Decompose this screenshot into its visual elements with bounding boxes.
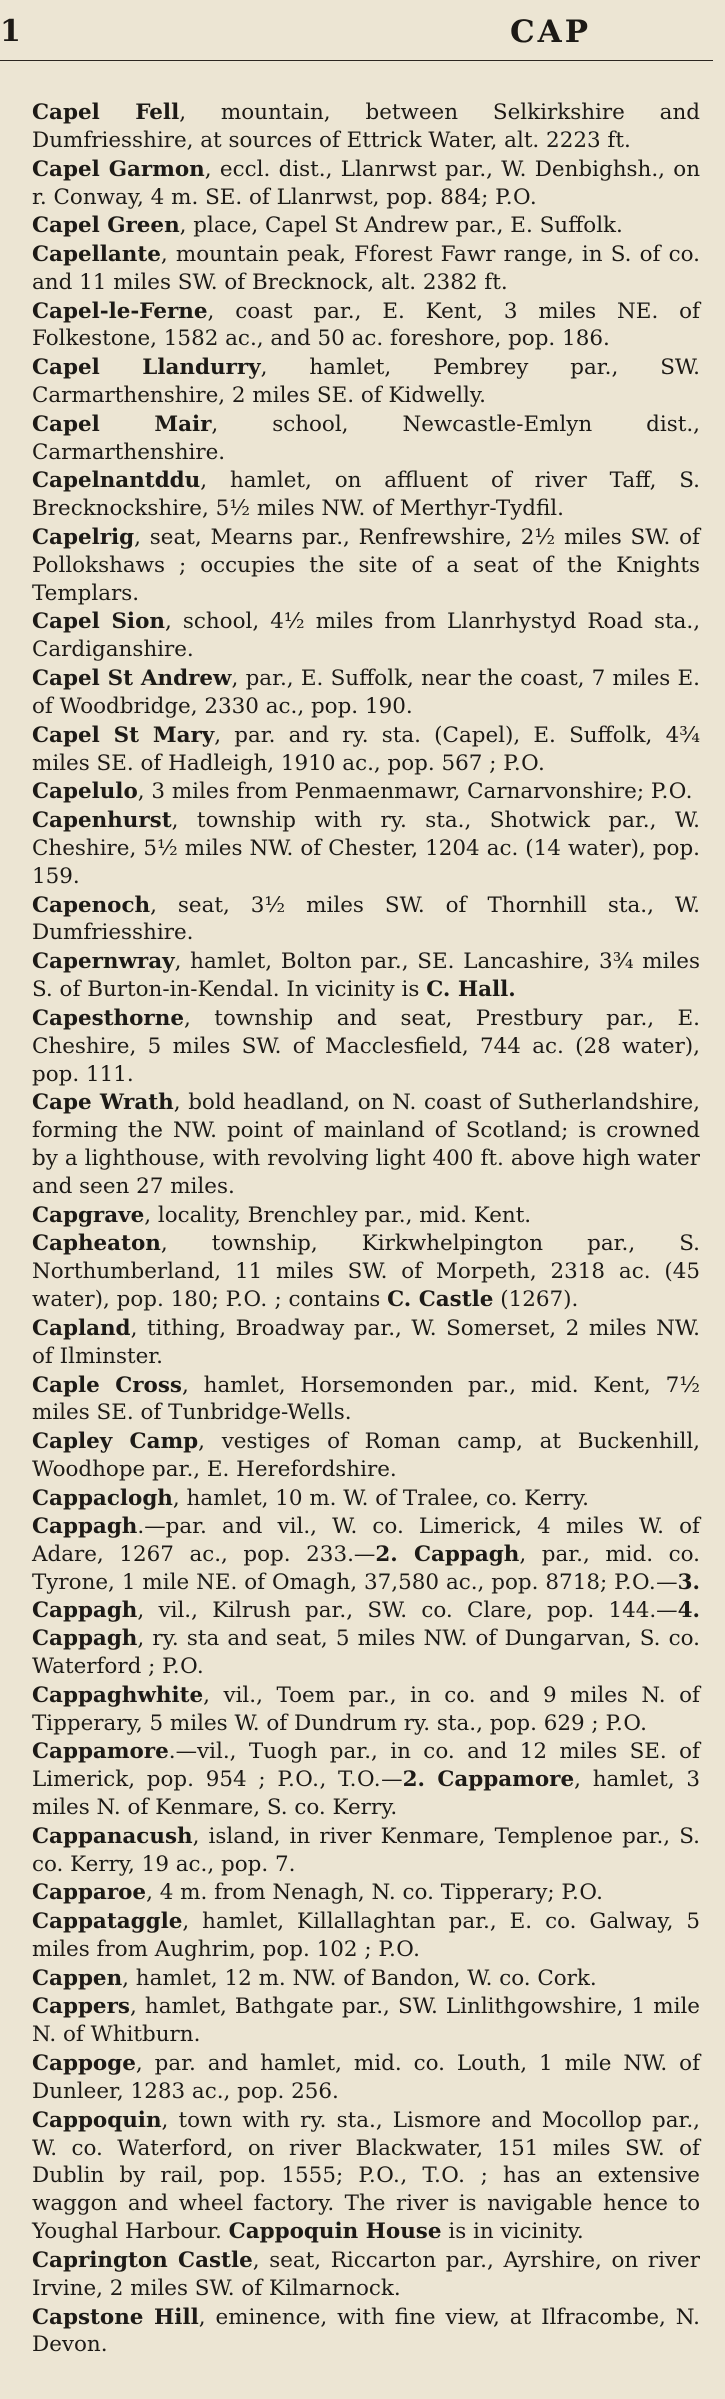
entry-text: .—par. and vil., W. co. Limerick, 4 miles W. of Adare, 1267 ac., pop. 233.—	[32, 1514, 700, 1568]
entry-abbreviation: T.O.	[338, 1767, 382, 1793]
entry-headword: Cappagh	[32, 1514, 138, 1540]
entry-abbreviation: P.O.	[277, 1767, 320, 1793]
entry-text: , hamlet, Bathgate par., SW. Linlithgowshire, 1 mile N. of Whitburn.	[32, 1994, 700, 2048]
entry-text: , coast par., E. Kent, 3 miles NE. of Folkestone, 1582 ac., and 50 ac. foreshore, pop. 186.	[32, 298, 700, 352]
entry-text: , par., E. Suffolk, near the coast, 7 miles E. of Woodbridge, 2330 ac., pop. 190.	[32, 666, 700, 719]
gazetteer-entry	[32, 467, 700, 523]
entry-abbreviation: P.O.	[503, 750, 546, 776]
entry-text: , vil., Kilrush par., SW. co. Clare, pop. 144.—	[137, 1598, 678, 1624]
entry-headword: Capenoch	[32, 892, 151, 918]
entry-abbreviation: P.O.	[358, 2163, 401, 2189]
entry-text: , vil., Toem par., in co. and 9 miles N. of Tipperary, 5 miles W. of Dundrum ry. sta., pop. 629 ;	[32, 1682, 700, 1736]
entry-headword: Capel St Andrew	[32, 666, 232, 692]
entry-headword: Cappoge	[32, 2051, 136, 2077]
gazetteer-entry	[32, 1823, 700, 1879]
gazetteer-entry	[32, 1738, 700, 1822]
entry-headword: Cappamore	[32, 1739, 169, 1765]
entry-cross-reference: C. Hall.	[426, 977, 516, 1003]
entry-cross-reference: 3. Cappagh	[32, 1570, 700, 1624]
entry-headword: Capelnantddu	[32, 468, 201, 494]
gazetteer-entry	[32, 807, 700, 891]
entry-headword: Cappanacush	[32, 1823, 193, 1849]
entry-text: ; contains	[267, 1287, 388, 1313]
entry-headword: Capland	[32, 1315, 131, 1341]
gazetteer-entry	[32, 1682, 700, 1738]
entry-headword: Capenhurst	[32, 808, 172, 834]
entry-abbreviation: P.O.	[162, 1653, 205, 1679]
entry-text: , mountain peak, Fforest Fawr range, in S. of co. and 11 miles SW. of Brecknock, alt. 2382 ft.	[32, 241, 700, 295]
entry-headword: Capstone Hill	[32, 2304, 199, 2330]
entry-cross-reference: C. Castle	[387, 1287, 494, 1313]
gazetteer-entry	[32, 1513, 700, 1680]
entry-text: , eminence, with fine view, at Ilfracombe, N. Devon.	[32, 2304, 700, 2358]
page-header	[0, 0, 713, 61]
entry-text: , mountain, between Selkirkshire and Dumfriesshire, at sources of Ettrick Water, alt. 2223 ft.	[32, 100, 700, 153]
entry-text: , 3 miles from Penmaenmawr, Carnarvonshire;	[137, 779, 651, 805]
entry-headword: Capelrig	[32, 524, 135, 550]
entry-headword: Capparoe	[32, 1880, 147, 1906]
entry-text: , par. and hamlet, mid. co. Louth, 1 mile NW. of Dunleer, 1283 ac., pop. 256.	[32, 2051, 700, 2104]
entry-headword: Capelulo	[32, 779, 138, 805]
entry-headword: Capel Llandurry	[32, 355, 261, 381]
entry-abbreviation: P.O.	[605, 1710, 648, 1736]
entry-text: , island, in river Kenmare, Templenoe par., S. co. Kerry, 19 ac., pop. 7.	[32, 1823, 700, 1877]
entry-cross-reference: 4. Cappagh	[32, 1598, 700, 1652]
entry-abbreviation: P.O.	[650, 779, 693, 805]
gazetteer-entry	[32, 2247, 700, 2303]
entry-text: is in vicinity.	[441, 2219, 584, 2245]
entry-abbreviation: P.O.	[495, 184, 538, 210]
entry-cross-reference: Cappoquin House	[228, 2219, 442, 2245]
entry-text: , school, Newcastle-Emlyn dist., Carmarthenshire.	[32, 411, 700, 465]
entry-headword: Capernwray	[32, 949, 175, 975]
entry-headword: Cape Wrath	[32, 1090, 174, 1116]
entry-text: , place, Capel St Andrew par., E. Suffolk.	[179, 213, 623, 239]
entry-headword: Capel Garmon	[32, 156, 205, 182]
entry-text: , 4 m. from Nenagh, N. co. Tipperary;	[146, 1880, 562, 1906]
page-number: 1	[0, 14, 21, 49]
entry-headword: Capgrave	[32, 1202, 145, 1228]
entry-abbreviation: P.O.	[378, 1937, 421, 1963]
entry-text: , hamlet, on affluent of river Taff, S. Brecknockshire, 5½ miles NW. of Merthyr-Tydfil.	[32, 468, 700, 522]
entry-text: , ry. sta and seat, 5 miles NW. of Dungarvan, S. co. Waterford ;	[32, 1626, 700, 1679]
entry-list	[32, 99, 700, 2360]
gazetteer-entry	[32, 1089, 700, 1201]
gazetteer-entry	[32, 212, 700, 240]
gazetteer-entry	[32, 948, 700, 1004]
gazetteer-entry	[32, 1372, 700, 1428]
entry-abbreviation: T.O.	[422, 2163, 466, 2189]
entry-text: —	[381, 1767, 403, 1793]
entry-text: .—vil., Tuogh par., in co. and 12 miles SE. of Limerick, pop. 954 ;	[32, 1739, 700, 1793]
entry-text: , hamlet, 12 m. NW. of Bandon, W. co. Cork.	[122, 1965, 597, 1991]
entry-text: , par., mid. co. Tyrone, 1 mile NE. of Omagh, 37,580 ac., pop. 8718;	[32, 1542, 700, 1596]
entry-text: , hamlet, Bolton par., SE. Lancashire, 3¾ miles S. of Burton-in-Kendal. In vicinity is	[32, 949, 700, 1003]
entry-abbreviation: P.O.	[561, 1880, 604, 1906]
gazetteer-entry	[32, 241, 700, 297]
entry-headword: Capheaton	[32, 1231, 161, 1257]
gazetteer-entry	[32, 2107, 700, 2247]
gazetteer-entry	[32, 778, 700, 806]
entry-headword: Caprington Castle	[32, 2247, 253, 2273]
entry-text: ,	[319, 1767, 339, 1793]
entry-headword: Capel St Mary	[32, 722, 215, 748]
entry-headword: Capel Fell	[32, 100, 180, 125]
gazetteer-entry	[32, 892, 700, 948]
gazetteer-entry	[32, 1005, 700, 1089]
entry-text: , hamlet, Pembrey par., SW. Carmarthenshire, 2 miles SE. of Kidwelly.	[32, 355, 700, 409]
gazetteer-entry	[32, 1230, 700, 1314]
entry-headword: Capel Sion	[32, 609, 165, 635]
entry-abbreviation: P.O.	[225, 1287, 268, 1313]
gazetteer-entry	[32, 722, 700, 778]
entry-text: , hamlet, Horsemonden par., mid. Kent, 7½ miles SE. of Tunbridge-Wells.	[32, 1372, 700, 1426]
entry-text: (1267).	[493, 1287, 579, 1313]
entry-text: , vestiges of Roman camp, at Buckenhill, Woodhope par., E. Herefordshire.	[32, 1429, 700, 1483]
entry-text: , hamlet, 10 m. W. of Tralee, co. Kerry.	[172, 1485, 589, 1511]
entry-headword: Cappen	[32, 1965, 123, 1991]
entry-abbreviation: P.O.	[614, 1570, 657, 1596]
entry-text: , seat, Mearns par., Renfrewshire, 2½ miles SW. of Pollokshaws ; occupies the site of a seat of the Knights Templars.	[32, 524, 700, 606]
gazetteer-entry	[32, 524, 700, 608]
entry-headword: Capley Camp	[32, 1429, 199, 1455]
entry-text: , par. and ry. sta. (Capel), E. Suffolk, 4¾ miles SE. of Hadleigh, 1910 ac., pop. 567 ;	[32, 722, 700, 776]
gazetteer-entry	[32, 1485, 700, 1513]
gazetteer-entry	[32, 2050, 700, 2106]
entry-headword: Cappoquin	[32, 2107, 162, 2133]
gazetteer-entry	[32, 2304, 700, 2360]
entry-headword: Capellante	[32, 241, 161, 267]
gazetteer-entry	[32, 1428, 700, 1484]
gazetteer-entry	[32, 298, 700, 354]
gazetteer-entry	[32, 1993, 700, 2049]
entry-headword: Cappers	[32, 1994, 130, 2020]
entry-headword: Cappaclogh	[32, 1485, 173, 1511]
entry-headword: Capesthorne	[32, 1005, 184, 1031]
entry-cross-reference: 2. Cappagh	[375, 1542, 520, 1568]
gazetteer-entry	[32, 1908, 700, 1964]
entry-text: , township and seat, Prestbury par., E. Cheshire, 5 miles SW. of Macclesfield, 744 ac. (28 water), pop. 111.	[32, 1005, 700, 1087]
gazetteer-entry	[32, 411, 700, 467]
gazetteer-entry	[32, 99, 700, 155]
entry-text: , seat, Riccarton par., Ayrshire, on river Irvine, 2 miles SW. of Kilmarnock.	[32, 2247, 700, 2301]
entry-text: ; has an extensive waggon and wheel factory. The river is navigable hence to Youghal Harbour.	[32, 2163, 700, 2245]
entry-text: , town with ry. sta., Lismore and Mocollop par., W. co. Waterford, on river Blackwater, 151 miles SW. of Dublin by rail, pop. 1555;	[32, 2107, 700, 2189]
entry-text: , hamlet, Killallaghtan par., E. co. Galway, 5 miles from Aughrim, pop. 102 ;	[32, 1909, 700, 1963]
gazetteer-entry	[32, 665, 700, 721]
entry-text: , locality, Brenchley par., mid. Kent.	[144, 1202, 532, 1228]
entry-text: , tithing, Broadway par., W. Somerset, 2 miles NW. of Ilminster.	[32, 1315, 700, 1369]
entry-headword: Caple Cross	[32, 1372, 182, 1398]
entry-headword: Cappaghwhite	[32, 1682, 204, 1708]
entry-text: —	[656, 1570, 678, 1596]
gazetteer-entry	[32, 354, 700, 410]
entry-text: , township with ry. sta., Shotwick par., W. Cheshire, 5½ miles NW. of Chester, 1204 ac. (14 water), pop. 159.	[32, 808, 700, 889]
gazetteer-entry	[32, 1965, 700, 1993]
entry-headword: Capel Green	[32, 213, 180, 239]
gazetteer-entry	[32, 1879, 700, 1907]
running-head: CAP	[510, 14, 592, 50]
gazetteer-entry	[32, 1315, 700, 1371]
entry-headword: Capel Mair	[32, 411, 212, 437]
entry-headword: Capel-le-Ferne	[32, 298, 208, 324]
entry-text: , bold headland, on N. coast of Sutherlandshire, forming the NW. point of mainland of Scotland; is crowned by a lighthouse, with revolving light 400 ft. above high water and seen 27 miles.	[32, 1090, 700, 1199]
entry-text: , hamlet, 3 miles N. of Kenmare, S. co. Kerry.	[32, 1767, 700, 1821]
entry-cross-reference: 2. Cappamore	[402, 1767, 575, 1793]
entry-text: , school, 4½ miles from Llanrhystyd Road sta., Cardiganshire.	[32, 609, 701, 663]
entry-text: , township, Kirkwhelpington par., S. Northumberland, 11 miles SW. of Morpeth, 2318 ac. (45 water), pop. 180;	[32, 1231, 700, 1313]
gazetteer-entry	[32, 156, 700, 212]
entry-text: , seat, 3½ miles SW. of Thornhill sta., W. Dumfriesshire.	[32, 892, 700, 946]
gazetteer-entry	[32, 608, 700, 664]
entry-text: , eccl. dist., Llanrwst par., W. Denbighsh., on r. Conway, 4 m. SE. of Llanrwst, pop. 884;	[32, 156, 700, 210]
gazetteer-entry	[32, 1202, 700, 1230]
entry-text: ,	[400, 2163, 423, 2189]
entry-headword: Cappataggle	[32, 1909, 183, 1935]
